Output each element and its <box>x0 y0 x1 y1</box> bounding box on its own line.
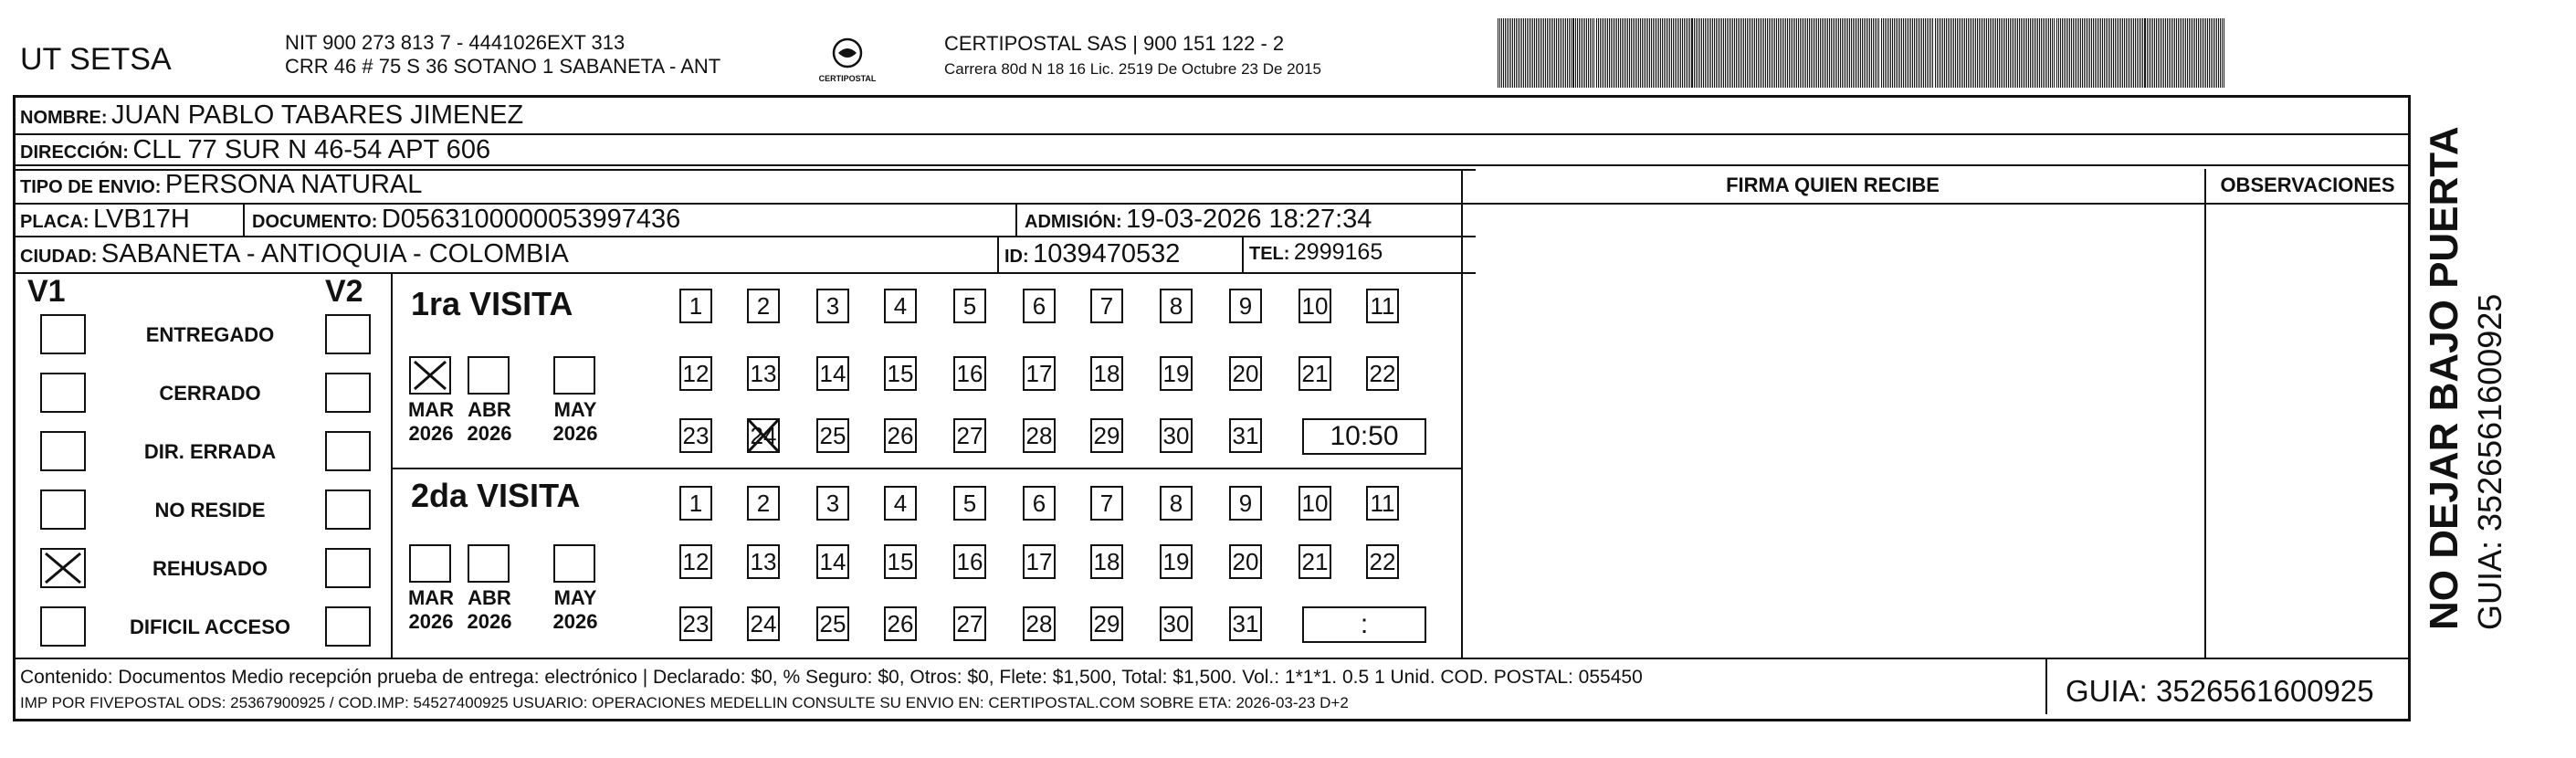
day-box[interactable]: 12 <box>679 544 712 579</box>
day-box[interactable]: 31 <box>1229 606 1262 641</box>
observations-header: OBSERVACIONES <box>2220 174 2395 196</box>
day-box[interactable]: 22 <box>1366 356 1399 391</box>
day-box[interactable]: 25 <box>816 606 849 641</box>
day-box[interactable]: 15 <box>884 544 917 579</box>
month-label <box>548 398 603 446</box>
v2-checkbox[interactable] <box>325 606 371 647</box>
visit2-title: 2da VISITA <box>411 477 581 514</box>
status-label: REHUSADO <box>152 557 268 580</box>
month-name: MAR <box>407 398 455 421</box>
recipient-address: CLL 77 SUR N 46-54 APT 606 <box>132 135 491 164</box>
month-name: MAR <box>407 586 455 609</box>
admission-row <box>1025 205 1372 235</box>
month-name: ABR <box>468 586 511 609</box>
month-label <box>462 586 517 634</box>
nit-line: NIT 900 273 813 7 - 4441026EXT 313 <box>285 31 626 54</box>
logo-text: CERTIPOSTAL <box>818 74 877 83</box>
day-box[interactable]: 26 <box>884 418 917 453</box>
v2-header: V2 <box>325 274 363 309</box>
status-label: NO RESIDE <box>154 499 266 521</box>
footer-imp: IMP POR FIVEPOSTAL ODS: 25367900925 / COD.IMP: 54527400925 USUARIO: OPERACIONES MEDELLIN CONSULTE SU ENVIO EN: CERTIPOSTAL.COM SOBRE ETA: 2026-03-23 D+2 <box>20 694 1349 711</box>
day-box[interactable]: 22 <box>1366 544 1399 579</box>
v1-checkbox[interactable] <box>40 548 86 588</box>
day-box[interactable]: 13 <box>747 544 780 579</box>
city-label: CIUDAD: <box>20 247 98 267</box>
month-label <box>404 586 458 634</box>
id-row <box>1004 239 1180 269</box>
day-box[interactable]: 25 <box>816 418 849 453</box>
v2-checkbox[interactable] <box>325 548 371 588</box>
day-box[interactable]: 10 <box>1299 486 1331 521</box>
side-guia: GUIA: 3526561600925 <box>2471 293 2508 630</box>
v2-checkbox[interactable] <box>325 373 371 413</box>
day-box[interactable]: 24 <box>747 418 780 453</box>
month-checkbox[interactable] <box>409 356 451 395</box>
day-box[interactable]: 14 <box>816 356 849 391</box>
day-box[interactable]: 30 <box>1160 418 1193 453</box>
day-box[interactable]: 13 <box>747 356 780 391</box>
day-box[interactable]: 29 <box>1090 418 1123 453</box>
day-box[interactable]: 19 <box>1160 544 1193 579</box>
status-label: CERRADO <box>159 382 261 405</box>
tel-value: 2999165 <box>1293 239 1383 265</box>
address-line: CRR 46 # 75 S 36 SOTANO 1 SABANETA - ANT <box>285 55 721 78</box>
month-name: MAY <box>553 398 597 421</box>
day-box[interactable]: 18 <box>1090 544 1123 579</box>
day-box[interactable]: 2 <box>747 486 780 521</box>
day-box[interactable]: 12 <box>679 356 712 391</box>
signature-header: FIRMA QUIEN RECIBE <box>1726 174 1940 196</box>
day-box[interactable]: 28 <box>1023 606 1056 641</box>
month-label <box>404 398 458 446</box>
month-checkbox[interactable] <box>468 356 510 395</box>
side-warning: NO DEJAR BAJO PUERTA <box>2422 126 2466 630</box>
month-checkbox[interactable] <box>468 544 510 583</box>
month-checkbox[interactable] <box>409 544 451 583</box>
v1-checkbox[interactable] <box>40 490 86 530</box>
address-label: DIRECCIÓN: <box>20 142 129 163</box>
footer-content: Contenido: Documentos Medio recepción prueba de entrega: electrónico | Declarado: $0, % Seguro: $0, Otros: $0, Flete: $1,500, Total: $1,500. Vol.: 1*1*1. 0.5 1 Unid. COD. POSTAL: 055450 <box>20 667 1643 688</box>
shipment-type-row <box>20 170 422 200</box>
day-box[interactable]: 2 <box>747 289 780 323</box>
day-box[interactable]: 5 <box>953 486 986 521</box>
day-box[interactable]: 1 <box>679 289 712 323</box>
day-box[interactable]: 4 <box>884 289 917 323</box>
month-name: ABR <box>468 398 511 421</box>
v2-checkbox[interactable] <box>325 490 371 530</box>
month-label <box>548 586 603 634</box>
v1-checkbox[interactable] <box>40 606 86 647</box>
month-label <box>462 398 517 446</box>
day-box[interactable]: 11 <box>1366 486 1399 521</box>
license-line: Carrera 80d N 18 16 Lic. 2519 De Octubre 23 De 2015 <box>944 60 1321 78</box>
month-name: MAY <box>553 586 597 609</box>
day-box[interactable]: 8 <box>1160 289 1193 323</box>
recipient-address-row <box>20 135 490 165</box>
month-year: 2026 <box>467 610 512 633</box>
day-box[interactable]: 6 <box>1023 486 1056 521</box>
day-check-mark <box>745 416 782 462</box>
tel-row <box>1249 239 1383 266</box>
company-nit-block <box>285 31 720 79</box>
month-year: 2026 <box>408 610 454 633</box>
month-year: 2026 <box>408 422 454 445</box>
day-box[interactable]: 16 <box>953 544 986 579</box>
day-box[interactable]: 15 <box>884 356 917 391</box>
id-value: 1039470532 <box>1033 239 1181 268</box>
month-year: 2026 <box>552 422 598 445</box>
certipostal-logo <box>813 35 882 88</box>
day-box[interactable]: 6 <box>1023 289 1056 323</box>
visit1-title: 1ra VISITA <box>411 285 573 322</box>
day-box[interactable]: 9 <box>1229 289 1262 323</box>
v1-checkbox[interactable] <box>40 314 86 354</box>
day-box[interactable]: 27 <box>953 606 986 641</box>
company-name: UT SETSA <box>20 42 172 77</box>
day-box[interactable]: 21 <box>1299 544 1331 579</box>
barcode <box>1498 18 2228 88</box>
day-box[interactable]: 20 <box>1229 356 1262 391</box>
day-box[interactable]: 14 <box>816 544 849 579</box>
certipostal-block <box>944 31 1321 82</box>
day-box[interactable]: 29 <box>1090 606 1123 641</box>
day-box[interactable]: 19 <box>1160 356 1193 391</box>
document-row <box>252 205 680 235</box>
day-box[interactable]: 8 <box>1160 486 1193 521</box>
day-box[interactable]: 23 <box>679 606 712 641</box>
day-box[interactable]: 23 <box>679 418 712 453</box>
cert-line: CERTIPOSTAL SAS | 900 151 122 - 2 <box>944 32 1285 55</box>
id-label: ID: <box>1004 247 1029 267</box>
day-box[interactable]: 1 <box>679 486 712 521</box>
day-box[interactable]: 5 <box>953 289 986 323</box>
day-box[interactable]: 20 <box>1229 544 1262 579</box>
document-value: D0563100000053997436 <box>381 205 681 234</box>
name-label: NOMBRE: <box>20 108 108 128</box>
month-checkbox[interactable] <box>553 544 595 583</box>
city-row <box>20 239 569 269</box>
day-box[interactable]: 27 <box>953 418 986 453</box>
month-checkbox[interactable] <box>553 356 595 395</box>
day-box[interactable]: 21 <box>1299 356 1331 391</box>
v1-header: V1 <box>27 274 66 309</box>
v2-checkbox[interactable] <box>325 314 371 354</box>
v1-checkbox[interactable] <box>40 373 86 413</box>
status-label: ENTREGADO <box>145 323 275 346</box>
day-box[interactable]: 9 <box>1229 486 1262 521</box>
day-box[interactable]: 7 <box>1090 486 1123 521</box>
day-box[interactable]: 18 <box>1090 356 1123 391</box>
admission-label: ADMISIÓN: <box>1025 212 1122 232</box>
observations-area[interactable] <box>2208 206 2407 654</box>
v1-checkbox[interactable] <box>40 431 86 471</box>
signature-area[interactable] <box>1465 206 2201 654</box>
day-box[interactable]: 7 <box>1090 289 1123 323</box>
day-box[interactable]: 11 <box>1366 289 1399 323</box>
v2-checkbox[interactable] <box>325 431 371 471</box>
day-box[interactable]: 16 <box>953 356 986 391</box>
plate-value: LVB17H <box>93 205 190 234</box>
day-box[interactable]: 10 <box>1299 289 1331 323</box>
day-box[interactable]: 4 <box>884 486 917 521</box>
day-box[interactable]: 28 <box>1023 418 1056 453</box>
day-box[interactable]: 30 <box>1160 606 1193 641</box>
day-box[interactable]: 24 <box>747 606 780 641</box>
admission-value: 19-03-2026 18:27:34 <box>1126 205 1372 234</box>
day-box[interactable]: 17 <box>1023 356 1056 391</box>
type-label: TIPO DE ENVIO: <box>20 177 162 197</box>
day-box[interactable]: 31 <box>1229 418 1262 453</box>
footer-guia: GUIA: 3526561600925 <box>2066 674 2374 708</box>
plate-row <box>20 205 190 235</box>
shipment-type: PERSONA NATURAL <box>164 170 423 199</box>
status-label: DIR. ERRADA <box>143 440 277 463</box>
day-box[interactable]: 17 <box>1023 544 1056 579</box>
time-field[interactable]: : <box>1302 606 1426 643</box>
status-label: DIFICIL ACCESO <box>129 616 290 638</box>
time-field[interactable]: 10:50 <box>1302 418 1426 455</box>
recipient-name-row <box>20 100 523 131</box>
month-year: 2026 <box>467 422 512 445</box>
day-box[interactable]: 3 <box>816 289 849 323</box>
plate-label: PLACA: <box>20 212 89 232</box>
recipient-name: JUAN PABLO TABARES JIMENEZ <box>111 100 524 130</box>
month-year: 2026 <box>552 610 598 633</box>
day-box[interactable]: 26 <box>884 606 917 641</box>
day-box[interactable]: 3 <box>816 486 849 521</box>
document-label: DOCUMENTO: <box>252 212 378 232</box>
city-value: SABANETA - ANTIOQUIA - COLOMBIA <box>100 239 569 268</box>
tel-label: TEL: <box>1249 244 1290 264</box>
